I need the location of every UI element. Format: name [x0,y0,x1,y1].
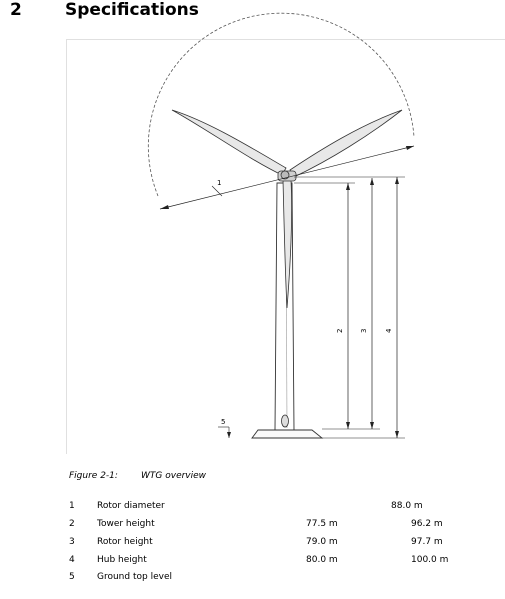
blade-left [172,110,286,175]
callout-4: 4 [385,328,393,333]
spec-row [0,555,505,569]
arrowhead [370,422,374,429]
foundation [252,430,322,438]
spec-number: 3 [69,537,75,547]
callout-2: 2 [336,328,344,333]
callout-5: 5 [221,418,226,426]
tower-door [282,415,289,427]
spec-value-a: 80.0 m [306,555,338,565]
spec-number: 2 [69,519,75,529]
spec-row [0,501,505,515]
arrowhead [346,422,350,429]
callout-1: 1 [217,179,222,187]
arrowhead [395,431,399,438]
arrowhead [346,183,350,190]
caption-text: WTG overview [141,471,207,481]
arrowhead [160,205,169,209]
spec-number: 5 [69,572,75,582]
spec-value-a: 77.5 m [306,519,338,529]
spec-row [0,537,505,551]
arrowhead [370,178,374,185]
callout-3: 3 [360,328,368,333]
section-number: 2 [10,0,22,20]
spec-label: Tower height [97,519,155,529]
arrowhead [406,146,414,150]
spec-value-b: 97.7 m [411,537,443,547]
callout-leader [212,186,222,196]
spec-label: Hub height [97,555,147,565]
spec-value: 88.0 m [391,501,423,511]
spec-value-b: 96.2 m [411,519,443,529]
spec-row [0,519,505,533]
spec-label: Ground top level [97,572,172,582]
arrowhead [227,432,231,438]
spec-label: Rotor diameter [97,501,165,511]
spec-value-b: 100.0 m [411,555,449,565]
caption-label: Figure 2-1: [69,471,118,481]
spec-number: 1 [69,501,75,511]
spec-number: 4 [69,555,75,565]
arrowhead [395,177,399,184]
blade-right [290,110,402,177]
section-title: Specifications [65,0,199,20]
spec-value-a: 79.0 m [306,537,338,547]
spec-row [0,572,505,586]
spec-label: Rotor height [97,537,153,547]
